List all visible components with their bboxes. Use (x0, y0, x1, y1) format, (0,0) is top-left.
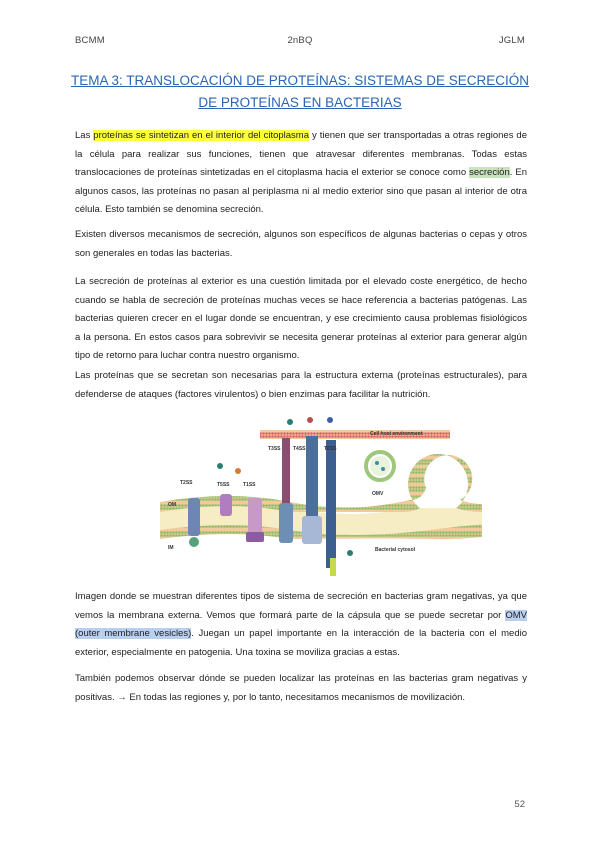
paragraph-4: Las proteínas que se secretan son necesarias para la estructura externa (proteínas estructurales), para defenderse de ataques (factores virulentos) o bien enzimas para facilitar la nutrición. (75, 370, 527, 400)
label-cytosol: Bacterial cytosol (375, 547, 416, 553)
label-t6ss: T6SS (324, 446, 337, 452)
page-title (60, 70, 540, 114)
label-t5ss: T5SS (217, 482, 230, 488)
p1-highlight-secrecion: secreción (469, 167, 510, 178)
t2ss-secretin (188, 498, 200, 536)
p5-highlight-omv: OMV (outer membrane vesicles) (75, 609, 527, 639)
paragraph-3: La secreción de proteínas al exterior es una cuestión limitada por el elevado coste energético, de hecho cuando se habla de secreción de proteínas muchas veces se hace referencia a bacterias patógenas. Las bacterias quieren crecer en el lugar donde se encuentran, y ese crecimiento causa problemas fisiológicos a la persona. En estos casos para sobrevivir se necesita generar proteínas al exterior para generar algún tipo de retorno para luchar contra nuestro organismo. (75, 276, 527, 361)
label-t4ss: T4SS (293, 446, 306, 452)
p1-text-b: y tienen que ser transportadas a otras regiones de la célula para realizar sus funciones, tienen que atravesar diferentes membranas. Todas estas translocaciones de proteínas sintetizadas en el citoplasma hacia el exterior se conoce como (75, 130, 527, 178)
t4ss-channel (306, 436, 318, 521)
label-om: OM (168, 502, 177, 508)
p1-highlight-synthesis: proteínas se sintetizan en el interior del citoplasma (93, 130, 310, 141)
header-right: JGLM (498, 35, 525, 46)
label-t2ss: T2SS (180, 480, 193, 486)
t6ss-tube (326, 440, 336, 568)
paragraph-5 (75, 588, 527, 662)
label-omv: OMV (372, 491, 384, 497)
paragraph-1 (75, 127, 527, 220)
p5-text-a: Imagen donde se muestran diferentes tipos de sistema de secreción en bacterias gram negativas, ya que vemos la membrana externa. Vemos que formará parte de la cápsula que se puede secretar por (75, 591, 527, 621)
paragraph-2: Existen diversos mecanismos de secreción, algunos son específicos de algunas bacterias o cepas y otros son generales en todas las bacterias. (75, 229, 527, 259)
label-im: IM (168, 545, 174, 551)
p5-text-b: . Juegan un papel importante en la interacción de la bacteria con el medio exterior, especialmente en patogenia. Una toxina se moviliza gracias a estas. (75, 628, 527, 658)
t5ss-barrel (220, 494, 232, 516)
label-t1ss: T1SS (243, 482, 256, 488)
page-number: 52 (514, 799, 525, 810)
header-left: BCMM (75, 35, 105, 46)
p1-text-a: Las (75, 130, 94, 141)
label-host: Cell host environment (370, 431, 423, 437)
p1-text-c: . En algunos casos, las proteínas no pasan al periplasma ni al medio exterior sino que pasan al interior de otra célula. Esto también se denomina secreción. (75, 167, 528, 215)
secretion-systems-figure (160, 408, 482, 578)
label-t3ss: T3SS (268, 446, 281, 452)
header-center: 2nBQ (287, 35, 313, 46)
t3ss-needle (282, 438, 290, 508)
title-line-1: TEMA 3: TRANSLOCACIÓN DE PROTEÍNAS: SISTEMAS DE SECRECIÓN (70, 73, 530, 88)
title-line-2: DE PROTEÍNAS EN BACTERIAS (198, 95, 402, 110)
paragraph-6: También podemos observar dónde se pueden localizar las proteínas en las bacterias gram negativas y positivas. → En todas las regiones y, por lo tanto, necesitamos mecanismos de movilización. (75, 673, 527, 703)
outer-membrane (160, 454, 482, 512)
